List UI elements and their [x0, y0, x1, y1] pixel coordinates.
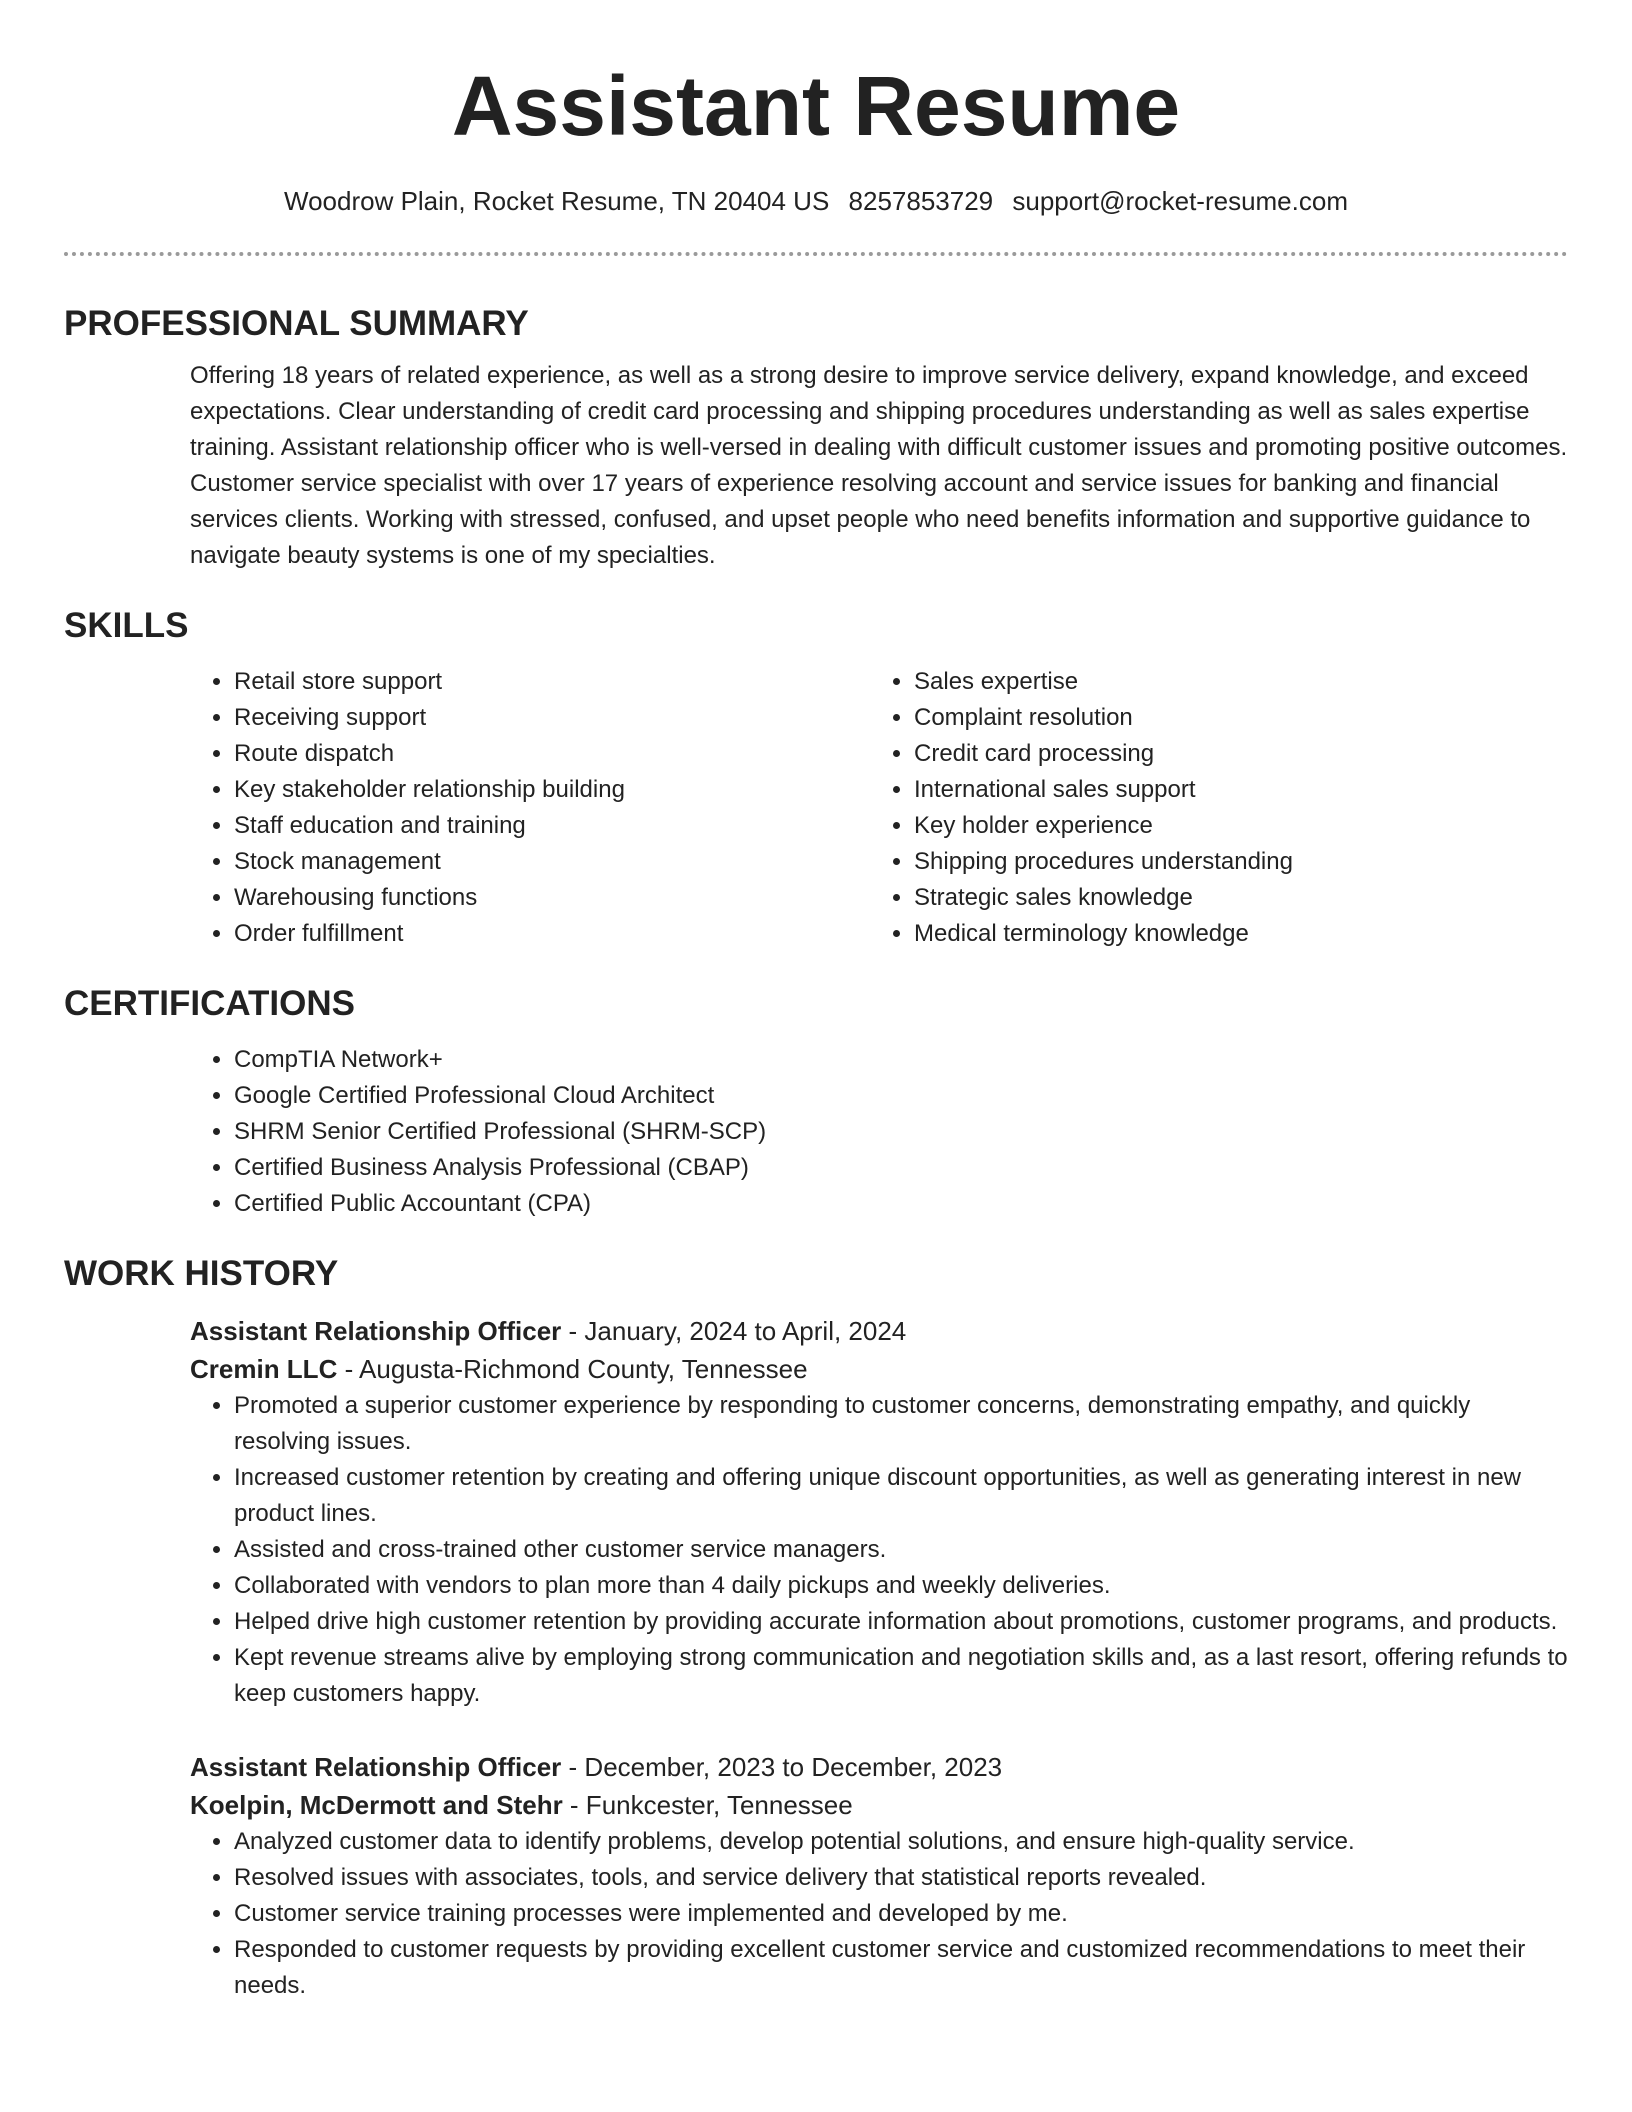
skills-list-left [190, 664, 870, 952]
job-dates: - December, 2023 to December, 2023 [561, 1752, 1003, 1782]
skill-item: • Staff education and training [234, 808, 870, 844]
skill-item: • Route dispatch [234, 736, 870, 772]
job-duty: • Collaborated with vendors to plan more than 4 daily pickups and weekly deliveries. [234, 1568, 1568, 1604]
job-duties-list [190, 1824, 1568, 2004]
skills-grid [64, 664, 1568, 952]
certification-item: • Certified Business Analysis Professional (CBAP) [234, 1150, 1568, 1186]
job-duty: • Assisted and cross-trained other customer service managers. [234, 1532, 1568, 1568]
job-company-line [190, 1350, 1568, 1388]
job-entry [64, 1748, 1568, 2004]
professional-summary-section [64, 302, 1568, 574]
section-title-summary: PROFESSIONAL SUMMARY [64, 304, 529, 343]
job-company-line [190, 1786, 1568, 1824]
job-duty: • Customer service training processes were implemented and developed by me. [234, 1896, 1568, 1932]
header-divider [64, 252, 1568, 256]
contact-email: support@rocket-resume.com [1012, 186, 1348, 216]
job-role: Assistant Relationship Officer [190, 1752, 562, 1782]
job-company: Cremin LLC [190, 1354, 338, 1384]
job-duty: • Promoted a superior customer experience by responding to customer concerns, demonstrating empathy, and quickly resolving issues. [234, 1388, 1568, 1460]
job-duty: • Increased customer retention by creating and offering unique discount opportunities, as well as generating interest in new product lines. [234, 1460, 1568, 1532]
skills-column-right [870, 664, 1550, 952]
job-duty: • Resolved issues with associates, tools, and service delivery that statistical reports revealed. [234, 1860, 1568, 1896]
skill-item: • Stock management [234, 844, 870, 880]
certifications-section [64, 982, 1568, 1222]
contact-address: Woodrow Plain, Rocket Resume, TN 20404 US [284, 186, 830, 216]
job-duty: • Kept revenue streams alive by employing strong communication and negotiation skills and, as a last resort, offering refunds to keep customers happy. [234, 1640, 1568, 1712]
skill-item: • Credit card processing [914, 736, 1550, 772]
job-role-line [190, 1312, 1568, 1350]
skill-item: • Complaint resolution [914, 700, 1550, 736]
job-location: - Augusta-Richmond County, Tennessee [337, 1354, 808, 1384]
certification-item: • Certified Public Accountant (CPA) [234, 1186, 1568, 1222]
skill-item: • Warehousing functions [234, 880, 870, 916]
certification-item: • SHRM Senior Certified Professional (SHRM-SCP) [234, 1114, 1568, 1150]
skills-column-left [190, 664, 870, 952]
skill-item: • Key holder experience [914, 808, 1550, 844]
contact-line [64, 184, 1568, 218]
job-company: Koelpin, McDermott and Stehr [190, 1790, 563, 1820]
certification-item: • Google Certified Professional Cloud Architect [234, 1078, 1568, 1114]
section-title-certifications: CERTIFICATIONS [64, 984, 356, 1023]
job-entry [64, 1312, 1568, 1712]
skills-list-right [870, 664, 1550, 952]
skill-item: • Shipping procedures understanding [914, 844, 1550, 880]
job-duty: • Responded to customer requests by providing excellent customer service and customized recommendations to meet their needs. [234, 1932, 1568, 2004]
section-title-work-history: WORK HISTORY [64, 1254, 339, 1293]
certifications-list-wrapper [64, 1042, 1568, 1222]
job-role: Assistant Relationship Officer [190, 1316, 562, 1346]
job-duty: • Helped drive high customer retention by providing accurate information about promotions, customer programs, and products. [234, 1604, 1568, 1640]
skill-item: • Medical terminology knowledge [914, 916, 1550, 952]
skill-item: • Order fulfillment [234, 916, 870, 952]
section-title-skills: SKILLS [64, 606, 189, 645]
skill-item: • Strategic sales knowledge [914, 880, 1550, 916]
job-role-line [190, 1748, 1568, 1786]
skill-item: • Key stakeholder relationship building [234, 772, 870, 808]
skill-item: • International sales support [914, 772, 1550, 808]
job-duties-list [190, 1388, 1568, 1712]
resume-title: Assistant Resume [451, 59, 1181, 153]
certifications-list [190, 1042, 1568, 1222]
skill-item: • Sales expertise [914, 664, 1550, 700]
certification-item: • CompTIA Network+ [234, 1042, 1568, 1078]
job-duty: • Analyzed customer data to identify problems, develop potential solutions, and ensure high-quality service. [234, 1824, 1568, 1860]
summary-text: Offering 18 years of related experience, as well as a strong desire to improve service delivery, expand knowledge, and exceed expectations. Clear understanding of credit card processing and shipping procedures understanding as well as sales expertise training. Assistant relationship officer who is well-versed in dealing with difficult customer issues and promoting positive outcomes. Customer service specialist with over 17 years of experience resolving account and service issues for banking and financial services clients. Working with stressed, confused, and upset people who need benefits information and supportive guidance to navigate beauty systems is one of my specialties. [190, 362, 1568, 569]
job-dates: - January, 2024 to April, 2024 [561, 1316, 907, 1346]
contact-phone: 8257853729 [848, 186, 994, 216]
job-location: - Funkcester, Tennessee [562, 1790, 853, 1820]
work-history-section [64, 1252, 1568, 2004]
skill-item: • Retail store support [234, 664, 870, 700]
skill-item: • Receiving support [234, 700, 870, 736]
skills-section [64, 604, 1568, 952]
